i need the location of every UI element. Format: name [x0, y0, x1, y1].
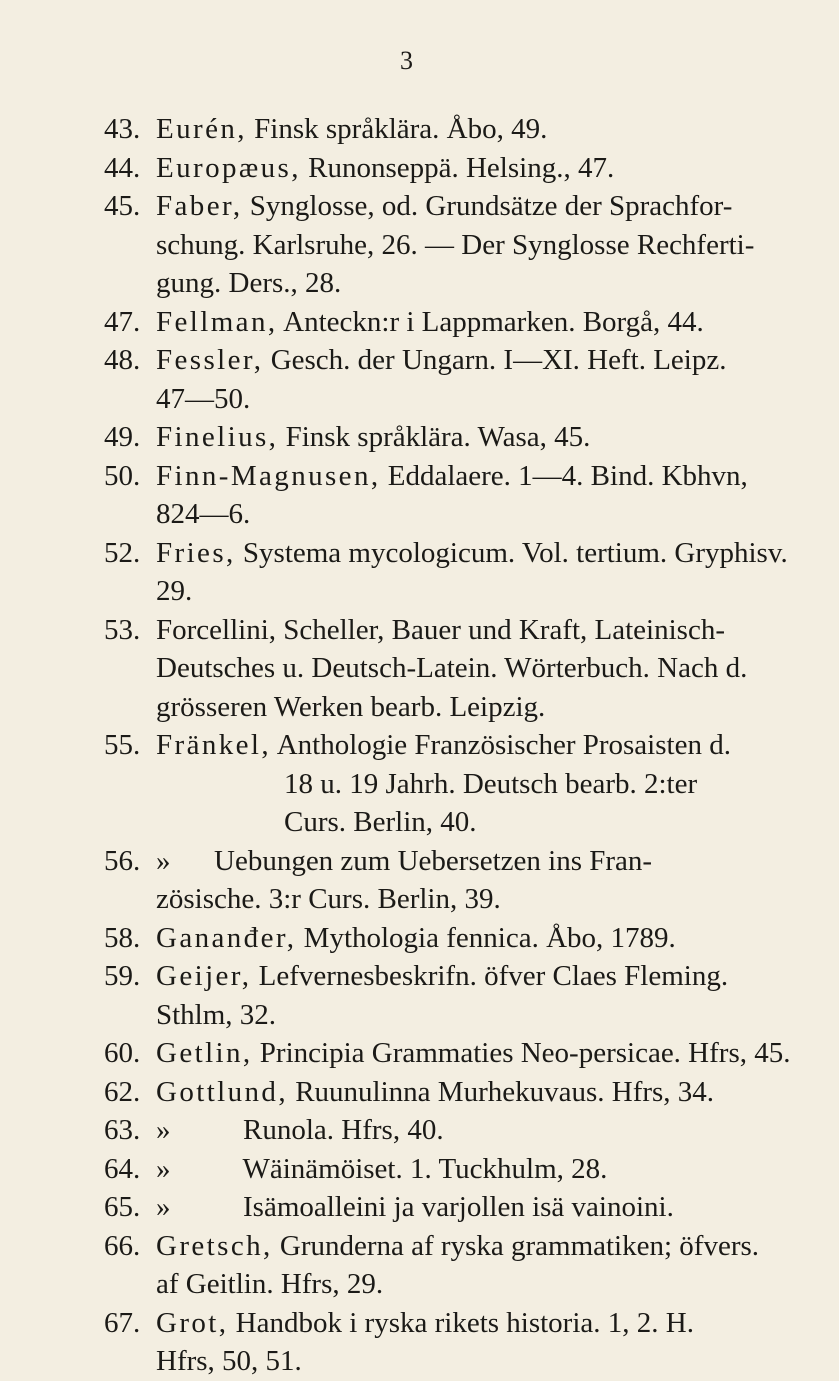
entry-line-text: Deutsches u. Deutsch-Latein. Wörterbuch. Nach d. — [156, 652, 748, 684]
entry-line — [156, 418, 794, 457]
entry-author: Gottlund, — [156, 1075, 288, 1108]
entry-line — [156, 457, 794, 496]
entry-line — [156, 187, 794, 226]
entry-line — [156, 226, 794, 265]
entry-line-text: grösseren Werken bearb. Leipzig. — [156, 690, 546, 723]
bibliography-entry — [104, 341, 794, 418]
entry-line — [156, 1150, 794, 1189]
entry-line — [156, 264, 794, 303]
entry-line-text: » Isämoalleini ja varjollen isä vainoini. — [156, 1191, 674, 1223]
entry-line — [156, 996, 794, 1035]
bibliography-list — [104, 110, 794, 1381]
bibliography-entry — [104, 457, 794, 534]
entry-text — [156, 341, 794, 418]
entry-author: Eurén, — [156, 113, 247, 145]
entry-line — [156, 1188, 794, 1227]
entry-line — [156, 572, 794, 611]
entry-text — [156, 919, 794, 958]
entry-text — [156, 1188, 794, 1227]
entry-text — [156, 842, 794, 919]
entry-line-text: Finsk språklära. Åbo, 49. — [246, 113, 548, 145]
entry-text — [156, 726, 794, 842]
bibliography-entry — [104, 919, 794, 958]
entry-line-text: Curs. Berlin, 40. — [284, 806, 477, 838]
entry-line — [156, 534, 794, 573]
entry-line — [156, 842, 794, 881]
entry-author: Getlin, — [156, 1037, 253, 1069]
entry-number: 58. — [104, 921, 141, 954]
entry-text — [156, 110, 794, 149]
bibliography-entry — [104, 1111, 794, 1150]
bibliography-entry — [104, 110, 794, 149]
entry-number: 53. — [104, 613, 141, 646]
page-number: 3 — [400, 46, 413, 75]
bibliography-entry — [104, 303, 794, 342]
bibliography-entry — [104, 149, 794, 188]
entry-number: 67. — [104, 1306, 141, 1339]
entry-author: Geijer, — [156, 960, 252, 992]
entry-line-text: Ruunulinna Murhekuvaus. Hfrs, 34. — [287, 1075, 715, 1108]
entry-text — [156, 418, 794, 457]
entry-author: Grot, — [156, 1306, 229, 1339]
entry-number: 45. — [104, 190, 141, 222]
entry-line-text: schung. Karlsruhe, 26. — Der Synglosse Rechferti- — [156, 228, 755, 261]
entry-line-text: Grunderna af ryska grammatiken; öfvers. — [272, 1229, 760, 1262]
entry-line-text: 824—6. — [156, 498, 251, 530]
entry-line — [156, 1304, 794, 1343]
entry-line-text: » Wäinämöiset. 1. Tuckhulm, 28. — [156, 1152, 608, 1185]
bibliography-entry — [104, 957, 794, 1034]
bibliography-entry — [104, 187, 794, 303]
bibliography-entry — [104, 842, 794, 919]
entry-line-text: Runonseppä. Helsing., 47. — [300, 151, 615, 184]
entry-line — [156, 495, 794, 534]
entry-number: 48. — [104, 344, 141, 376]
bibliography-entry — [104, 418, 794, 457]
bibliography-entry — [104, 1150, 794, 1189]
entry-line-text: Lefvernesbeskrifn. öfver Claes Fleming. — [251, 960, 729, 992]
entry-author: Gretsch, — [156, 1229, 273, 1262]
entry-author: Finn-Magnusen, — [156, 459, 381, 492]
bibliography-entry — [104, 534, 794, 611]
entry-line — [156, 303, 794, 342]
entry-line — [156, 341, 794, 380]
entry-number: 52. — [104, 536, 141, 569]
entry-line-text: zösische. 3:r Curs. Berlin, 39. — [156, 883, 501, 915]
entry-line-text: Finsk språklära. Wasa, 45. — [278, 421, 591, 453]
entry-text — [156, 611, 794, 727]
entry-line — [156, 919, 794, 958]
entry-author: Europæus, — [156, 151, 301, 184]
entry-text — [156, 1111, 794, 1150]
entry-line — [156, 880, 794, 919]
entry-text — [156, 1304, 794, 1381]
entry-line-text: Gesch. der Ungarn. I—XI. Heft. Leipz. — [263, 344, 727, 376]
entry-line-text: Hfrs, 50, 51. — [156, 1345, 302, 1377]
entry-number: 47. — [104, 305, 141, 338]
entry-text — [156, 957, 794, 1034]
entry-line — [156, 611, 794, 650]
entry-number: 44. — [104, 151, 141, 184]
entry-line-text: Anthologie Französischer Prosaisten d. — [271, 729, 731, 761]
bibliography-entry — [104, 1227, 794, 1304]
bibliography-entry — [104, 1034, 794, 1073]
entry-line — [156, 803, 794, 842]
entry-text — [156, 1034, 794, 1073]
entry-number: 60. — [104, 1037, 141, 1069]
entry-text — [156, 149, 794, 188]
entry-line — [156, 649, 794, 688]
entry-line-text: » Runola. Hfrs, 40. — [156, 1114, 444, 1146]
entry-line — [156, 380, 794, 419]
entry-number: 43. — [104, 113, 141, 145]
entry-text — [156, 457, 794, 534]
entry-line-text: 47—50. — [156, 382, 251, 415]
entry-number: 56. — [104, 844, 141, 877]
entry-number: 55. — [104, 729, 141, 761]
entry-line-text: Handbok i ryska rikets historia. 1, 2. H. — [228, 1306, 694, 1339]
entry-number: 64. — [104, 1152, 141, 1185]
entry-line — [156, 957, 794, 996]
entry-number: 59. — [104, 960, 141, 992]
entry-line-text: 29. — [156, 575, 193, 607]
entry-text — [156, 1073, 794, 1112]
entry-line-text: Eddalaere. 1—4. Bind. Kbhvn, — [380, 459, 748, 492]
entry-line-text: Systema mycologicum. Vol. tertium. Gryphisv. — [235, 536, 788, 569]
entry-number: 62. — [104, 1075, 141, 1108]
entry-number: 65. — [104, 1191, 141, 1223]
bibliography-entry — [104, 1188, 794, 1227]
entry-number: 50. — [104, 459, 141, 492]
entry-line — [156, 1265, 794, 1304]
entry-line-text: Mythologia fennica. Åbo, 1789. — [296, 921, 676, 954]
bibliography-entry — [104, 1304, 794, 1381]
entry-line — [156, 765, 794, 804]
entry-line — [156, 110, 794, 149]
entry-line-text: Principia Grammaties Neo-persicae. Hfrs, 45. — [252, 1037, 791, 1069]
entry-line — [156, 1034, 794, 1073]
entry-author: Gananđer, — [156, 921, 297, 954]
bibliography-entry — [104, 726, 794, 842]
entry-author: Fränkel, — [156, 729, 272, 761]
entry-line — [156, 1342, 794, 1381]
entry-line-text: 18 u. 19 Jahrh. Deutsch bearb. 2:ter — [284, 767, 698, 800]
bibliography-entry — [104, 1073, 794, 1112]
entry-number: 66. — [104, 1229, 141, 1262]
entry-line-text: Sthlm, 32. — [156, 998, 277, 1031]
entry-line — [156, 726, 794, 765]
entry-line-text: Anteckn:r i Lappmarken. Borgå, 44. — [277, 305, 704, 338]
entry-number: 49. — [104, 421, 141, 453]
entry-line — [156, 688, 794, 727]
entry-text — [156, 534, 794, 611]
entry-text — [156, 303, 794, 342]
entry-author: Finelius, — [156, 421, 279, 453]
entry-line-text: » Uebungen zum Uebersetzen ins Fran- — [156, 844, 653, 877]
entry-author: Fries, — [156, 536, 236, 569]
entry-line — [156, 149, 794, 188]
entry-line — [156, 1073, 794, 1112]
entry-line — [156, 1227, 794, 1266]
entry-line-text: af Geitlin. Hfrs, 29. — [156, 1268, 384, 1300]
entry-line — [156, 1111, 794, 1150]
entry-line-text: gung. Ders., 28. — [156, 267, 342, 299]
entry-text — [156, 187, 794, 303]
entry-author: Faber, — [156, 190, 243, 222]
entry-text — [156, 1150, 794, 1189]
entry-author: Fessler, — [156, 344, 264, 376]
bibliography-entry — [104, 611, 794, 727]
entry-line-text: Forcellini, Scheller, Bauer und Kraft, Lateinisch- — [156, 613, 725, 646]
entry-author: Fellman, — [156, 305, 278, 338]
entry-line-text: Synglosse, od. Grundsätze der Sprachfor- — [242, 190, 733, 222]
entry-text — [156, 1227, 794, 1304]
entry-number: 63. — [104, 1114, 141, 1146]
